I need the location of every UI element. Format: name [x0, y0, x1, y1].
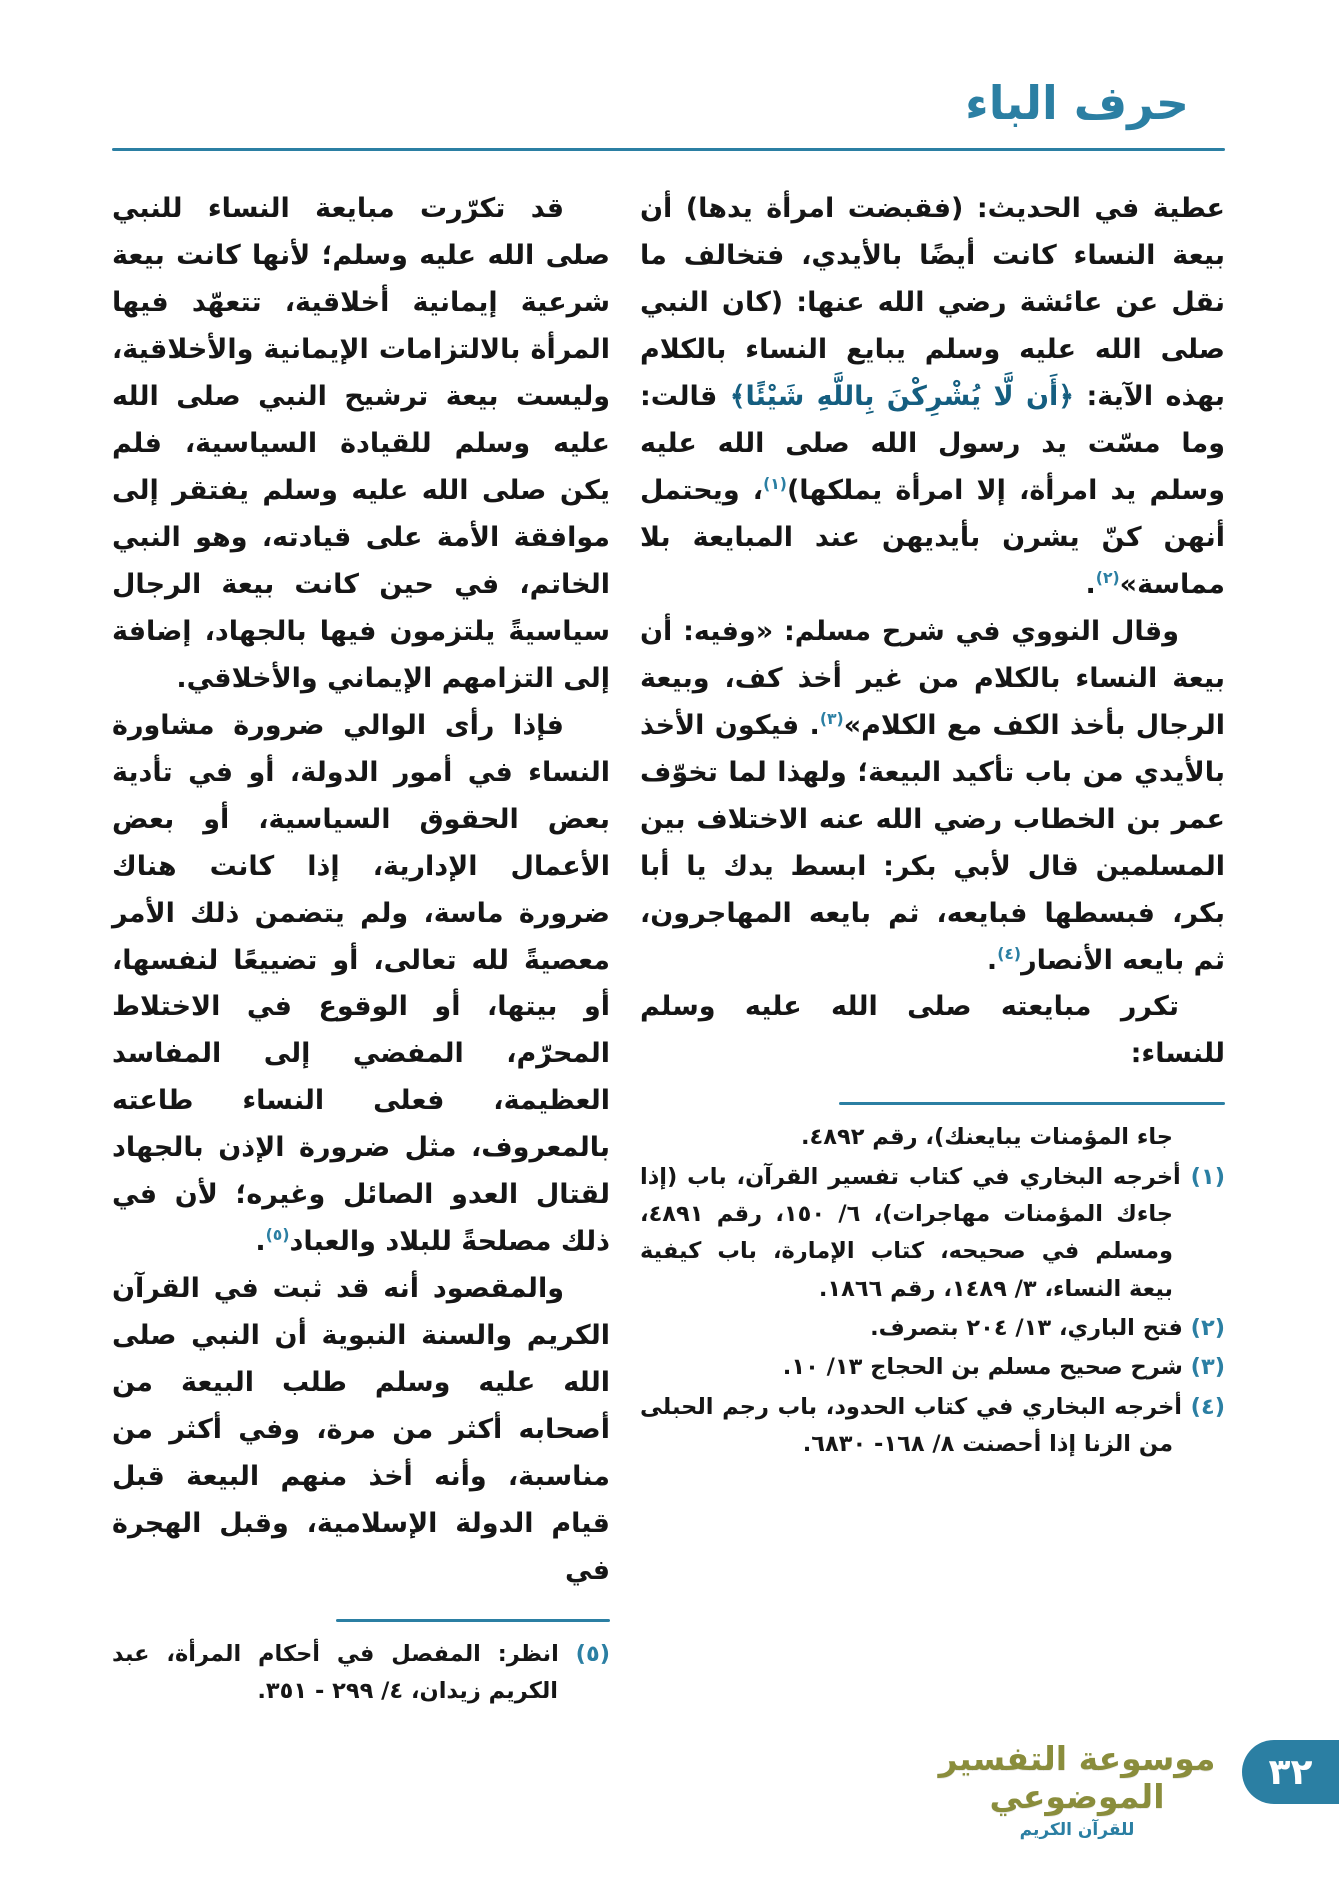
page-body — [112, 186, 1225, 1713]
footnote-marker: (٢) — [1095, 567, 1120, 587]
footnote-rule-right — [839, 1102, 1225, 1105]
text-run: قد تكرّرت مبايعة النساء للنبي صلى الله عليه وسلم؛ لأنها كانت بيعة شرعية إيمانية أخلاقية، تتعهّد فيها المرأة بالالتزامات الإيمانية والأخلاقية، وليست بيعة ترشيح النبي صلى الله عليه وسلم للقيادة السياسية، فلم يكن صلى الله عليه وسلم يفتقر إلى موافقة الأمة على قيادته، وهو النبي الخاتم، في حين كانت بيعة الرجال سياسيةً يلتزمون فيها بالجهاد، إضافة إلى التزامهم الإيماني والأخلاقي. — [112, 193, 610, 694]
footnote-rule-left — [336, 1619, 610, 1622]
paragraph — [640, 186, 1225, 609]
footnote — [640, 1310, 1225, 1347]
footnote-number: (٣) — [1182, 1354, 1225, 1381]
footnote-text: فتح الباري، ١٣/ ٢٠٤ بتصرف. — [870, 1315, 1183, 1342]
footnote — [640, 1349, 1225, 1386]
footnote-text: شرح صحيح مسلم بن الحجاج ١٣/ ١٠. — [782, 1354, 1183, 1381]
column-left — [112, 186, 610, 1713]
text-run: والمقصود أنه قد ثبت في القرآن الكريم والسنة النبوية أن النبي صلى الله عليه وسلم طلب البيعة من أصحابه أكثر من مرة، وفي أكثر من مناسبة، وأنه أخذ منهم البيعة قبل قيام الدولة الإسلامية، وقبل الهجرة في — [112, 1273, 610, 1587]
column-right-footnotes — [640, 1119, 1225, 1463]
text-run: قالت: وما مسّت يد رسول الله صلى الله عليه وسلم يد امرأة، إلا امرأة يملكها) — [640, 380, 1225, 506]
column-right — [640, 186, 1225, 1466]
paragraph — [640, 984, 1225, 1078]
header-rule — [112, 148, 1225, 151]
text-run: وقال النووي في شرح مسلم: «وفيه: أن بيعة النساء بالكلام من غير أخذ كف، وبيعة الرجال بأخذ الكف مع الكلام» — [640, 615, 1225, 741]
text-run: . — [255, 1226, 266, 1258]
text-run: تكرر مبايعته صلى الله عليه وسلم للنساء: — [640, 991, 1225, 1070]
paragraph — [112, 703, 610, 1267]
footnote-number: (٤) — [1182, 1393, 1225, 1420]
footnote-marker: (٥) — [265, 1225, 290, 1245]
page-number-badge — [1242, 1740, 1339, 1804]
footnote-text: أخرجه البخاري في كتاب الحدود، باب رجم الحبلى من الزنا إذا أحصنت ٨/ ١٦٨- ٦٨٣٠. — [640, 1393, 1183, 1458]
footnote — [112, 1636, 610, 1711]
footnote — [640, 1119, 1225, 1156]
footnote-marker: (٣) — [819, 708, 844, 728]
paragraph — [112, 1266, 610, 1595]
text-run: . — [986, 944, 998, 976]
quran-verse: ﴿أَن لَّا يُشْرِكْنَ بِاللَّهِ شَيْئًا﴾ — [729, 380, 1075, 412]
footnote — [640, 1159, 1225, 1308]
column-left-paragraphs — [112, 186, 610, 1595]
footnote-marker: (١) — [763, 473, 787, 493]
publisher-logo — [927, 1740, 1227, 1840]
text-run: . — [1085, 568, 1096, 600]
footnote-number: (١) — [1180, 1163, 1225, 1190]
footnote-marker: (٤) — [997, 943, 1022, 963]
footnote-number: (٢) — [1182, 1315, 1225, 1342]
footnote-text: جاء المؤمنات يبايعنك)، رقم ٤٨٩٢. — [800, 1124, 1173, 1151]
logo-subtitle: للقرآن الكريم — [1019, 1820, 1135, 1840]
text-run: ، ويحتمل أنهن كنّ يشرن بأيديهن عند المبايعة بلا مماسة» — [640, 474, 1225, 600]
column-right-paragraphs — [640, 186, 1225, 1078]
text-run: عطية في الحديث: (فقبضت امرأة يدها) أن بيعة النساء كانت أيضًا بالأيدي، فتخالف ما نقل عن عائشة رضي الله عنها: (كان النبي صلى الله عليه وسلم يبايع النساء بالكلام بهذه الآية: — [640, 193, 1225, 412]
text-run: . فيكون الأخذ بالأيدي من باب تأكيد البيعة؛ ولهذا لما تخوّف عمر بن الخطاب رضي الله عنه الاختلاف بين المسلمين قال لأبي بكر: ابسط يدك يا أبا بكر، فبسطها فبايعه، ثم بايعه المهاجرون، ثم بايعه الأنصار — [640, 709, 1225, 976]
column-left-footnotes — [112, 1636, 610, 1711]
footnote-text: أخرجه البخاري في كتاب تفسير القرآن، باب (إذا جاءك المؤمنات مهاجرات)، ٦/ ١٥٠، رقم ٤٨٩١، ومسلم في صحيحه، كتاب الإمارة، باب كيفية بيعة النساء، ٣/ ١٤٨٩، رقم ١٨٦٦. — [640, 1163, 1181, 1302]
page-number: ٣٢ — [1268, 1751, 1313, 1793]
text-run: فإذا رأى الوالي ضرورة مشاورة النساء في أمور الدولة، أو في تأدية بعض الحقوق السياسية، أو بعض الأعمال الإدارية، إذا كانت هناك ضرورة ماسة، ولم يتضمن ذلك الأمر معصيةً لله تعالى، أو تضييعًا لنفسها، أو بيتها، أو الوقوع في الاختلاط المحرّم، المفضي إلى المفاسد العظيمة، فعلى النساء طاعته بالمعروف، مثل ضرورة الإذن بالجهاد لقتال العدو الصائل وغيره؛ لأن في ذلك مصلحةً للبلاد والعباد — [112, 709, 610, 1258]
paragraph — [112, 186, 610, 703]
footnote-text: انظر: المفصل في أحكام المرأة، عبد الكريم زيدان، ٤/ ٢٩٩ - ٣٥١. — [112, 1641, 559, 1705]
chapter-title: حرف الباء — [965, 76, 1189, 130]
footnote-number: (٥) — [558, 1641, 610, 1668]
logo-title: موسوعة التفسير الموضوعي — [938, 1739, 1216, 1817]
footnote — [640, 1389, 1225, 1464]
paragraph — [640, 609, 1225, 985]
